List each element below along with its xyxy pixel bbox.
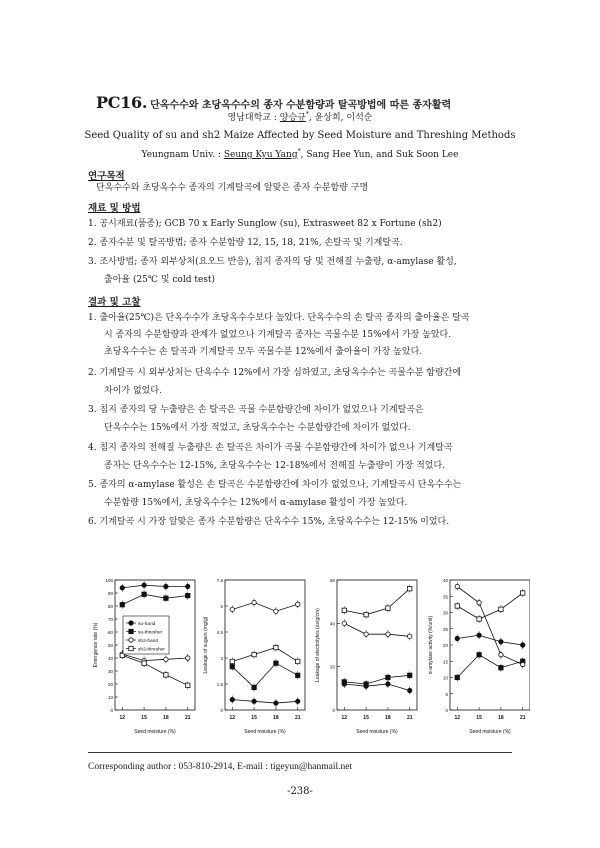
- series-line: [344, 684, 409, 691]
- y-axis-label: α-amylase activity (%/unit): [428, 615, 434, 675]
- data-point: [477, 601, 481, 605]
- results-line: 6. 기계탈곡 시 가장 알맞은 종자 수분함량은 단옥수수 15%, 초당옥수수는 12-15% 이었다.: [88, 517, 450, 527]
- presenting-author-english: Seung Kyu Yang: [223, 150, 298, 160]
- plot-frame: [450, 580, 530, 710]
- data-point: [164, 657, 168, 661]
- footer-divider: [88, 752, 512, 753]
- data-point: [499, 607, 503, 611]
- y-tick-label: 80: [107, 604, 113, 609]
- legend-marker: [129, 629, 133, 633]
- x-tick-label: 12: [229, 715, 236, 721]
- series-line: [232, 648, 297, 662]
- series-line: [457, 635, 522, 645]
- results-line: 차이가 없었다.: [104, 386, 162, 396]
- data-point: [455, 636, 459, 640]
- chart-panel: [203, 578, 305, 735]
- results-line: 5. 종자의 α-amylase 활성은 손 탈곡은 수분함량간에 차이가 없었으나, 기계탈곡시 단옥수수는: [88, 480, 462, 490]
- data-point: [186, 656, 190, 660]
- data-point: [477, 617, 481, 621]
- abstract-code: PC16.: [96, 93, 148, 112]
- x-axis-label: Seed moisture (%): [356, 729, 398, 735]
- y-tick-label: 70: [107, 617, 113, 622]
- x-tick-label: 21: [519, 715, 526, 721]
- data-point: [296, 699, 300, 703]
- series-line: [457, 593, 522, 619]
- series-line: [344, 675, 409, 684]
- y-tick-label: 20: [329, 664, 335, 670]
- x-tick-label: 12: [454, 715, 461, 721]
- data-point: [252, 685, 256, 689]
- chart-panel: [93, 578, 195, 735]
- authors-english: Yeungnam Univ. : Seung Kyu Yang*, Sang Hee Yun, and Suk Soon Lee: [141, 148, 459, 160]
- data-point: [230, 607, 234, 611]
- y-tick-label: 15: [442, 659, 448, 665]
- y-tick-label: 10: [442, 675, 448, 681]
- y-tick-label: 25: [442, 626, 448, 632]
- data-point: [164, 584, 168, 588]
- results-line: 시 종자의 수분함량과 관계가 없었으나 기계탈곡 종자는 곡물수분 15%에서 가장 높았다.: [104, 330, 452, 340]
- y-tick-label: 30: [107, 669, 113, 674]
- data-point: [230, 697, 234, 701]
- y-tick-label: 0: [445, 708, 448, 713]
- legend-label: sh2-thresher: [138, 647, 165, 653]
- data-point: [252, 652, 256, 656]
- methods-item: 1. 공시재료(품종); GCB 70 x Early Sunglow (su), Extrasweet 82 x Fortune (sh2): [88, 219, 442, 229]
- objective-text: 단옥수수와 초당옥수수 종자의 기계탈곡에 알맞은 종자 수분함량 구명: [96, 183, 369, 193]
- legend-marker: [129, 646, 133, 650]
- y-tick-label: 35: [442, 594, 448, 600]
- data-point: [186, 593, 190, 597]
- series-line: [457, 655, 522, 678]
- chart-panel: [428, 578, 530, 735]
- data-point: [274, 701, 278, 705]
- y-tick-label: 3: [220, 656, 223, 661]
- x-tick-label: 18: [498, 715, 504, 721]
- data-point: [499, 653, 503, 657]
- chart-panel: [315, 578, 417, 735]
- data-point: [230, 659, 234, 663]
- title-english: Seed Quality of su and sh2 Maize Affected by Seed Moisture and Threshing Methods: [84, 130, 516, 141]
- data-point: [142, 583, 146, 587]
- y-tick-label: 50: [107, 643, 113, 648]
- data-point: [252, 699, 256, 703]
- affiliation-english: Yeungnam Univ. :: [141, 150, 224, 160]
- figure-panels: [80, 572, 530, 744]
- results-line: 1. 출아율(25℃)은 단옥수수가 초당옥수수보다 높았다. 단옥수수의 손 탈곡 종자의 출아율은 탈곡: [88, 313, 470, 323]
- data-point: [364, 632, 368, 636]
- series-line: [457, 587, 522, 665]
- y-tick-label: 60: [329, 578, 335, 583]
- x-tick-label: 12: [341, 715, 348, 721]
- methods-item: 출아율 (25℃ 및 cold test): [104, 275, 216, 285]
- results-line: 2. 기계탈곡 시 외부상처는 단옥수수 12%에서 가장 심하였고, 초당옥수수는 곡물수분 함량간에: [88, 368, 462, 378]
- x-tick-label: 15: [476, 715, 482, 721]
- y-axis-label: Leakage of electrolytes (us/g/cm): [315, 608, 321, 682]
- results-line: 단옥수수는 15%에서 가장 적었고, 초당옥수수는 수분함량간에 차이가 없었다.: [104, 423, 411, 433]
- y-axis-label: Emergence rate (%): [93, 622, 99, 668]
- x-axis-label: Seed moisture (%): [244, 729, 286, 735]
- data-point: [455, 604, 459, 608]
- data-point: [521, 662, 525, 666]
- data-point: [386, 682, 390, 686]
- data-point: [120, 586, 124, 590]
- data-point: [499, 666, 503, 670]
- x-tick-label: 21: [406, 715, 413, 721]
- legend-label: sh2-hand: [138, 638, 159, 644]
- results-line: 4. 침지 종자의 전해질 누출량은 손 탈곡은 차이가 곡물 수분함량간에 차이가 없으나 기계탈곡: [88, 443, 453, 453]
- data-point: [164, 673, 168, 677]
- plot-frame: [225, 580, 305, 710]
- data-point: [164, 596, 168, 600]
- data-point: [408, 634, 412, 638]
- x-tick-label: 21: [294, 715, 301, 721]
- x-tick-label: 12: [119, 715, 126, 721]
- x-tick-label: 15: [141, 715, 147, 721]
- data-point: [120, 603, 124, 607]
- data-point: [386, 606, 390, 610]
- methods-heading: 재료 및 방법: [88, 203, 141, 214]
- methods-item: 2. 종자수분 및 탈곡방법; 종자 수분함량 12, 15, 18, 21%, 손탈곡 및 기계탈곡.: [88, 238, 403, 248]
- data-point: [386, 632, 390, 636]
- results-heading: 결과 및 고찰: [88, 297, 141, 308]
- data-point: [342, 608, 346, 612]
- x-tick-label: 18: [163, 715, 169, 721]
- x-tick-label: 15: [251, 715, 257, 721]
- data-point: [455, 675, 459, 679]
- corresponding-author: Corresponding author : 053-810-2914, E-mail : tigeyun@hanmail.net: [88, 762, 353, 772]
- results-line: 수분함량 15%에서, 초당옥수수는 12%에서 α-amylase 활성이 가장 높았다.: [104, 498, 408, 508]
- y-tick-label: 40: [442, 578, 448, 583]
- data-point: [142, 592, 146, 596]
- data-point: [296, 602, 300, 606]
- data-point: [364, 682, 368, 686]
- data-point: [342, 621, 346, 625]
- series-line: [232, 663, 297, 687]
- data-point: [521, 643, 525, 647]
- y-tick-label: 0: [110, 708, 113, 713]
- x-axis-label: Seed moisture (%): [134, 729, 176, 735]
- series-line: [122, 594, 187, 604]
- y-tick-label: 6: [220, 604, 223, 609]
- data-point: [477, 633, 481, 637]
- data-point: [408, 586, 412, 590]
- data-point: [408, 673, 412, 677]
- data-point: [521, 591, 525, 595]
- y-tick-label: 20: [442, 643, 448, 648]
- series-line: [344, 589, 409, 615]
- page-number: -238-: [287, 786, 313, 797]
- data-point: [499, 640, 503, 644]
- series-line: [232, 700, 297, 703]
- legend-label: su-hand: [138, 621, 156, 627]
- series-line: [344, 623, 409, 636]
- y-tick-label: 40: [329, 621, 335, 627]
- legend-marker: [129, 621, 133, 625]
- data-point: [386, 675, 390, 679]
- results-line: 초당옥수수는 손 탈곡과 기계탈곡 모두 곡물수분 12%에서 출아율이 가장 높았다.: [104, 347, 423, 357]
- y-tick-label: 20: [107, 682, 113, 687]
- plot-frame: [337, 580, 417, 710]
- y-tick-label: 30: [442, 610, 448, 616]
- y-tick-label: 0: [332, 708, 335, 713]
- data-point: [477, 653, 481, 657]
- series-line: [122, 654, 187, 661]
- legend-label: su-thresher: [138, 630, 163, 636]
- data-point: [252, 600, 256, 604]
- x-tick-label: 15: [363, 715, 369, 721]
- y-tick-label: 40: [107, 656, 113, 661]
- methods-item: 3. 조사방법; 종자 외부상처(요오드 반응), 침지 종자의 당 및 전해질 누출량, α-amylase 활성,: [88, 257, 457, 267]
- x-tick-label: 18: [273, 715, 279, 721]
- results-line: 3. 침지 종자의 당 누출량은 손 탈곡은 곡물 수분함량간에 차이가 없었으나 기계탈곡은: [88, 405, 424, 415]
- x-tick-label: 21: [184, 715, 191, 721]
- results-line: 종자는 단옥수수는 12-15%, 초당옥수수는 12-18%에서 전해질 누출량이 가장 적었다.: [104, 461, 446, 471]
- y-tick-label: 1.5: [216, 682, 223, 687]
- series-line: [232, 603, 297, 612]
- x-tick-label: 18: [385, 715, 391, 721]
- coauthors-korean: , 윤상희, 이석순: [308, 113, 373, 123]
- y-tick-label: 10: [107, 695, 113, 700]
- x-axis-label: Seed moisture (%): [469, 729, 511, 735]
- y-tick-label: 0: [220, 708, 223, 713]
- series-line: [122, 585, 187, 588]
- data-point: [364, 612, 368, 616]
- data-point: [274, 609, 278, 613]
- data-point: [274, 661, 278, 665]
- data-point: [142, 661, 146, 665]
- data-point: [186, 584, 190, 588]
- authors-korean: 영남대학교 : 양승규*, 윤상희, 이석순: [227, 111, 373, 123]
- affiliation-korean: 영남대학교 :: [227, 113, 280, 123]
- y-tick-label: 100: [105, 578, 113, 583]
- data-point: [342, 680, 346, 684]
- presenting-author-korean: 양승규: [279, 113, 306, 123]
- data-point: [296, 673, 300, 677]
- data-point: [186, 683, 190, 687]
- data-point: [455, 584, 459, 588]
- data-point: [408, 688, 412, 692]
- objective-heading: 연구목적: [88, 171, 125, 182]
- y-tick-label: 60: [107, 630, 113, 635]
- coauthors-english: , Sang Hee Yun, and Suk Soon Lee: [300, 150, 459, 160]
- y-tick-label: 4.5: [216, 630, 223, 635]
- y-tick-label: 7.5: [216, 578, 223, 583]
- title-korean: 단옥수수와 초당옥수수의 종자 수분함량과 탈곡방법에 따른 종자활력: [150, 100, 452, 111]
- legend-marker: [129, 638, 133, 642]
- data-point: [274, 645, 278, 649]
- y-tick-label: 90: [107, 591, 113, 596]
- data-point: [296, 659, 300, 663]
- y-axis-label: Leakage of sugars (mg/g): [203, 616, 209, 674]
- y-tick-label: 5: [445, 691, 448, 697]
